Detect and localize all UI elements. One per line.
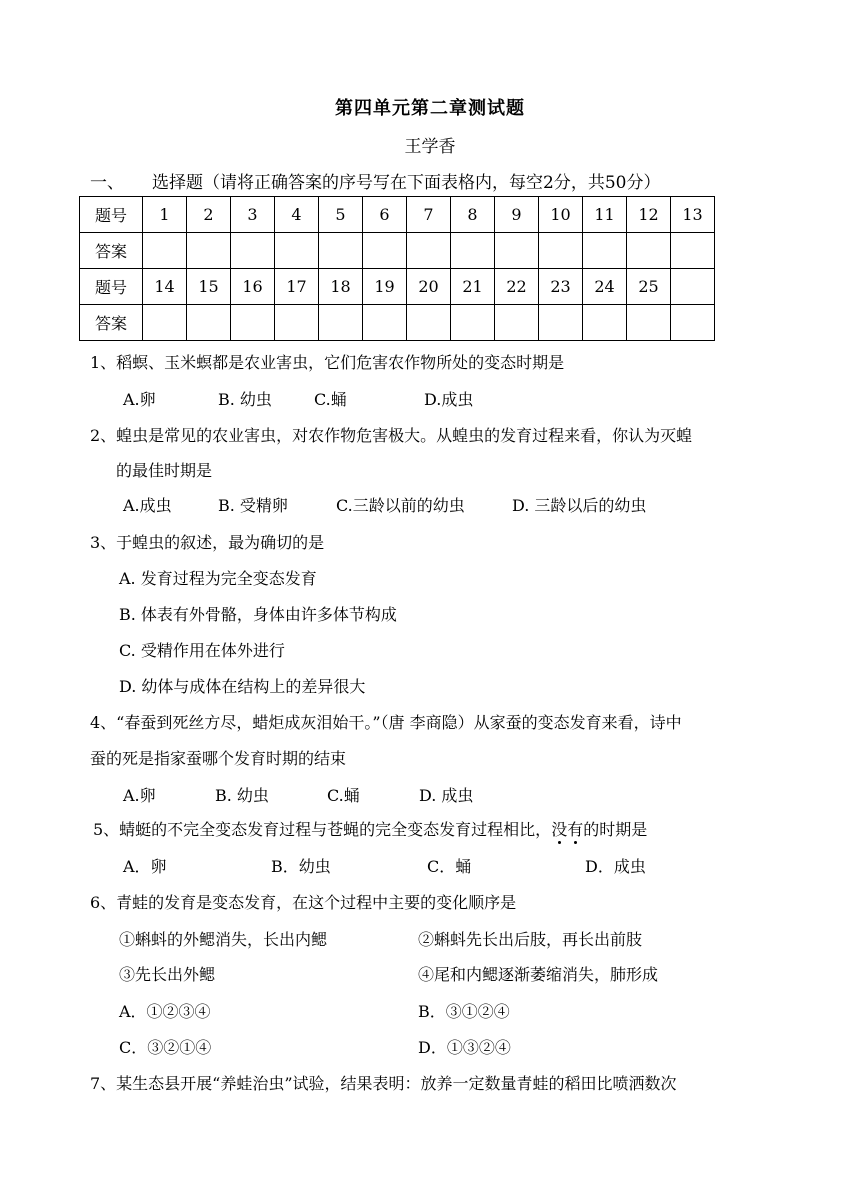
- answer-cell[interactable]: [319, 233, 363, 269]
- option-c: C．③②①④: [119, 1038, 212, 1057]
- question-4-options: [123, 785, 473, 807]
- question-number-cell: 11: [583, 197, 627, 233]
- answer-cell[interactable]: [627, 305, 671, 341]
- question-2-options: [123, 495, 646, 517]
- question-5-stem-text: 5、蜻蜓的不完全变态发育过程与苍蝇的完全变态发育过程相比，: [93, 820, 552, 839]
- answer-cell[interactable]: [495, 305, 539, 341]
- answer-cell[interactable]: [627, 233, 671, 269]
- option-c: C.蛹: [327, 786, 360, 805]
- option-b: B. 体表有外骨骼，身体由许多体节构成: [119, 605, 397, 624]
- answer-cell[interactable]: [363, 305, 407, 341]
- question-3-stem: 3、于蝗虫的叙述，最为确切的是: [90, 533, 325, 552]
- answer-cell[interactable]: [187, 233, 231, 269]
- question-number-cell: 14: [143, 269, 187, 305]
- question-7-stem: 7、某生态县开展“养蛙治虫”试验，结果表明：放养一定数量青蛙的稻田比喷洒数次: [90, 1074, 677, 1093]
- answer-cell[interactable]: [451, 233, 495, 269]
- question-number-cell: 21: [451, 269, 495, 305]
- answer-cell[interactable]: [539, 305, 583, 341]
- answer-cell[interactable]: [583, 233, 627, 269]
- answer-cell[interactable]: [187, 305, 231, 341]
- question-6-stem: 6、青蛙的发育是变态发育，在这个过程中主要的变化顺序是: [90, 893, 517, 912]
- option-a: A.卵: [123, 786, 156, 805]
- answer-cell[interactable]: [143, 233, 187, 269]
- answer-cell[interactable]: [407, 305, 451, 341]
- question-6-item-2: ②蝌蚪先长出后肢，再长出前肢: [418, 930, 643, 949]
- answer-cell[interactable]: [143, 305, 187, 341]
- question-number-cell: 6: [363, 197, 407, 233]
- option-b: B．幼虫: [271, 857, 331, 876]
- section-heading: [90, 168, 660, 193]
- question-number-cell: 12: [627, 197, 671, 233]
- question-5-stem: [93, 819, 647, 841]
- option-d: D. 三龄以后的幼虫: [512, 496, 647, 515]
- question-6-item-3: ③先长出外鳃: [119, 965, 216, 984]
- table-row: [80, 269, 715, 305]
- question-number-cell: 19: [363, 269, 407, 305]
- question-number-cell: [671, 269, 715, 305]
- question-4-stem-continued: 蚕的死是指家蚕哪个发育时期的结束: [90, 749, 347, 768]
- question-number-cell: 25: [627, 269, 671, 305]
- emphasis-character: 有: [567, 820, 584, 839]
- answer-label: 答案: [80, 233, 143, 269]
- question-number-cell: 4: [275, 197, 319, 233]
- table-row: [80, 305, 715, 341]
- emphasis-character: 没: [551, 820, 568, 839]
- question-4-stem: 4、“春蚕到死丝方尽，蜡炬成灰泪始干。”（唐 李商隐）从家蚕的变态发育来看，诗中: [90, 713, 682, 732]
- option-b: B．③①②④: [418, 1002, 510, 1021]
- question-2-stem-continued: 的最佳时期是: [116, 461, 213, 480]
- option-c: C．蛹: [427, 857, 472, 876]
- answer-label: 答案: [80, 305, 143, 341]
- answer-cell[interactable]: [671, 305, 715, 341]
- question-5-stem-text-end: 的时期是: [583, 820, 648, 839]
- question-number-cell: 13: [671, 197, 715, 233]
- question-number-cell: 23: [539, 269, 583, 305]
- author-name: 王学香: [404, 137, 456, 157]
- option-d: D. 成虫: [419, 786, 474, 805]
- answer-cell[interactable]: [231, 233, 275, 269]
- question-number-cell: 8: [451, 197, 495, 233]
- option-b: B. 受精卵: [218, 496, 288, 515]
- answer-cell[interactable]: [275, 233, 319, 269]
- question-number-cell: 17: [275, 269, 319, 305]
- question-number-cell: 20: [407, 269, 451, 305]
- answer-cell[interactable]: [583, 305, 627, 341]
- question-6-item-1: ①蝌蚪的外鳃消失，长出内鳃: [119, 930, 328, 949]
- option-b: B. 幼虫: [218, 390, 272, 409]
- answer-cell[interactable]: [671, 233, 715, 269]
- option-a: A. 发育过程为完全变态发育: [119, 569, 317, 588]
- question-1-stem: 1、稻螟、玉米螟都是农业害虫，它们危害农作物所处的变态时期是: [90, 353, 565, 372]
- answer-cell[interactable]: [495, 233, 539, 269]
- table-row: [80, 197, 715, 233]
- question-number-cell: 9: [495, 197, 539, 233]
- section-instructions: 选择题（请将正确答案的序号写在下面表格内，每空2分，共50分）: [152, 173, 661, 193]
- answer-cell[interactable]: [451, 305, 495, 341]
- option-a: A.成虫: [123, 496, 172, 515]
- question-number-label: 题号: [80, 197, 143, 233]
- question-number-cell: 10: [539, 197, 583, 233]
- option-d: D. 幼体与成体在结构上的差异很大: [119, 677, 366, 696]
- question-number-label: 题号: [80, 269, 143, 305]
- section-number: 一、: [90, 173, 124, 193]
- answer-table: [79, 196, 715, 341]
- option-a: A.卵: [123, 390, 156, 409]
- question-number-cell: 15: [187, 269, 231, 305]
- question-number-cell: 7: [407, 197, 451, 233]
- question-number-cell: 1: [143, 197, 187, 233]
- answer-cell[interactable]: [275, 305, 319, 341]
- option-b: B. 幼虫: [215, 786, 269, 805]
- option-c: C. 受精作用在体外进行: [119, 641, 285, 660]
- answer-cell[interactable]: [539, 233, 583, 269]
- question-number-cell: 5: [319, 197, 363, 233]
- answer-cell[interactable]: [231, 305, 275, 341]
- question-2-stem: 2、蝗虫是常见的农业害虫，对农作物危害极大。从蝗虫的发育过程来看，你认为灭蝗: [90, 426, 693, 445]
- question-number-cell: 3: [231, 197, 275, 233]
- option-a: A．卵: [123, 857, 167, 876]
- question-5-options: [123, 856, 646, 878]
- option-d: D．①③②④: [418, 1038, 511, 1057]
- answer-cell[interactable]: [363, 233, 407, 269]
- option-c: C.三龄以前的幼虫: [336, 496, 465, 515]
- question-number-cell: 2: [187, 197, 231, 233]
- option-d: D．成虫: [585, 857, 646, 876]
- question-number-cell: 18: [319, 269, 363, 305]
- question-number-cell: 22: [495, 269, 539, 305]
- option-a: A．①②③④: [119, 1002, 211, 1021]
- question-6-item-4: ④尾和内鳃逐渐萎缩消失，肺形成: [418, 965, 659, 984]
- answer-cell[interactable]: [407, 233, 451, 269]
- table-row: [80, 233, 715, 269]
- option-d: D.成虫: [424, 390, 474, 409]
- option-c: C.蛹: [314, 390, 347, 409]
- answer-cell[interactable]: [319, 305, 363, 341]
- page-title: 第四单元第二章测试题: [335, 98, 525, 119]
- question-1-options: [123, 389, 473, 411]
- question-number-cell: 24: [583, 269, 627, 305]
- question-number-cell: 16: [231, 269, 275, 305]
